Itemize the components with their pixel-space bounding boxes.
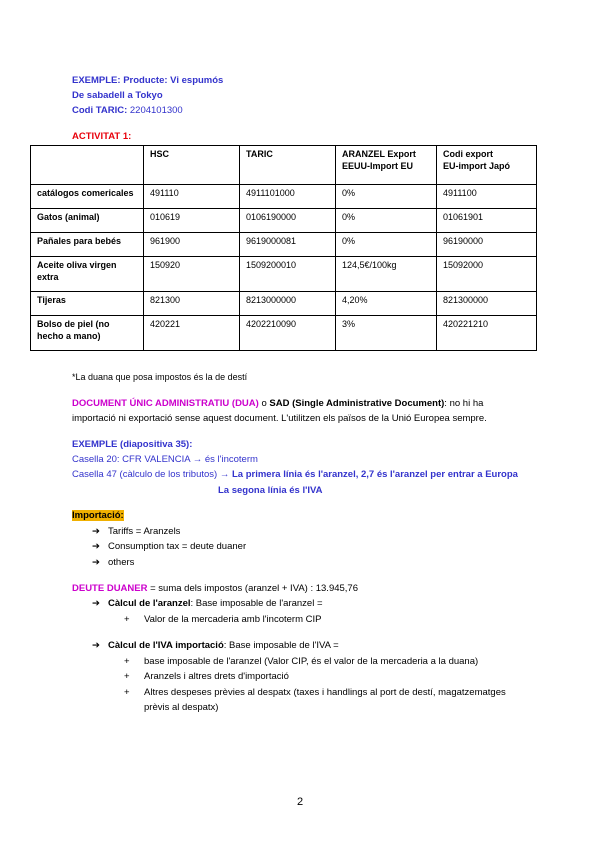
iva-calc <box>92 639 339 652</box>
taric-code-label: Codi TARIC: <box>72 105 128 116</box>
aranzel-cell: 4,20% <box>336 292 437 316</box>
arrow-right-icon: ➔ <box>92 541 100 552</box>
hsc-cell: 821300 <box>144 292 240 316</box>
export-code-cell: 96190000 <box>437 233 537 257</box>
aranzel-calc <box>92 597 323 610</box>
product-cell: Gatos (animal) <box>31 209 144 233</box>
hsc-cell: 961900 <box>144 233 240 257</box>
table-row <box>31 209 537 233</box>
sub-list-item-continued: prèvis al despatx) <box>144 702 219 713</box>
list-item-text: Consumption tax = deute duaner <box>108 541 247 552</box>
activity-title: ACTIVITAT 1: <box>72 131 132 142</box>
export-code-cell: 821300000 <box>437 292 537 316</box>
page-number: 2 <box>296 796 304 808</box>
example-taric-code <box>72 104 183 117</box>
product-cell: Tijeras <box>31 292 144 316</box>
aranzel-calc-label: Càlcul de l'aranzel <box>108 598 191 609</box>
importacio-title <box>72 509 124 522</box>
aranzel-cell: 0% <box>336 233 437 257</box>
sub-list-item <box>124 670 289 683</box>
export-code-cell: 15092000 <box>437 257 537 292</box>
iva-calc-text: : Base imposable de l'IVA = <box>223 640 339 651</box>
product-cell: Bolso de piel (no hecho a mano) <box>31 316 144 351</box>
aranzel-cell: 0% <box>336 209 437 233</box>
table-row <box>31 292 537 316</box>
list-item <box>92 540 246 553</box>
arrow-right-icon: ➔ <box>92 640 100 651</box>
sub-list-item <box>124 686 506 699</box>
table-row <box>31 257 537 292</box>
taric-code-value: 2204101300 <box>127 105 183 116</box>
dua-title: DOCUMENT ÚNIC ADMINISTRATIU (DUA) <box>72 398 259 409</box>
casella20: Casella 20: CFR VALENCIA → és l'incoterm <box>72 454 258 465</box>
hsc-cell: 420221 <box>144 316 240 351</box>
deute-duaner <box>72 582 358 595</box>
list-item <box>92 525 180 538</box>
plus-bullet-icon: + <box>124 671 130 682</box>
table-row <box>31 185 537 209</box>
plus-bullet-icon: + <box>124 614 130 625</box>
example2-title: EXEMPLE (diapositiva 35): <box>72 439 193 450</box>
plus-bullet-icon: + <box>124 656 130 667</box>
sub-list-item <box>124 655 478 668</box>
dua-paragraph-line2: importació ni exportació sense aquest document. L'utilitzen els països de la Unió Europea sempre. <box>72 413 487 424</box>
aranzel-cell: 3% <box>336 316 437 351</box>
casella47-label: Casella 47 (càlculo de los tributos) <box>72 469 220 480</box>
example-route: De sabadell a Tokyo <box>72 90 163 101</box>
dua-paragraph <box>72 397 483 410</box>
taric-cell: 4911101000 <box>240 185 336 209</box>
header-cell: ARANZEL Export EEUU-Import EU <box>336 146 437 185</box>
sub-list-item-text: Aranzels i altres drets d'importació <box>144 671 289 682</box>
aranzel-calc-text: : Base imposable de l'aranzel = <box>190 598 323 609</box>
product-cell: Aceite oliva virgen extra <box>31 257 144 292</box>
example-product: EXEMPLE: Producte: Vi espumós <box>72 75 224 86</box>
customs-note: *La duana que posa impostos és la de destí <box>72 372 248 382</box>
header-cell: Codi export EU-import Japó <box>437 146 537 185</box>
arrow-right-icon: ➔ <box>92 598 100 609</box>
taric-table <box>30 145 537 351</box>
table-row <box>31 316 537 351</box>
sub-list-item <box>124 613 321 626</box>
arrow-right-icon: ➔ <box>92 526 100 537</box>
product-cell: Pañales para bebés <box>31 233 144 257</box>
dua-connector: o <box>258 398 270 409</box>
deute-text: = suma dels impostos (aranzel + IVA) : 13.945,76 <box>147 583 359 594</box>
casella47 <box>72 468 518 481</box>
export-code-cell: 420221210 <box>437 316 537 351</box>
dua-text: : no hi ha <box>444 398 484 409</box>
taric-cell: 4202210090 <box>240 316 336 351</box>
sub-list-item-text: Altres despeses prèvies al despatx (taxes i handlings al port de destí, magatzematges <box>144 687 506 698</box>
product-cell: catálogos comericales <box>31 185 144 209</box>
taric-cell: 0106190000 <box>240 209 336 233</box>
sad-term: SAD (Single Administrative Document) <box>269 398 445 409</box>
hsc-cell: 010619 <box>144 209 240 233</box>
casella47-line2: La segona línia és l'IVA <box>218 485 323 496</box>
plus-bullet-icon: + <box>124 687 130 698</box>
casella47-text: → La primera línia és l'aranzel, 2,7 és l'aranzel per entrar a Europa <box>219 469 518 480</box>
table-header-row <box>31 146 537 185</box>
taric-cell: 9619000081 <box>240 233 336 257</box>
header-cell <box>31 146 144 185</box>
sub-list-item-text: Valor de la mercaderia amb l'incoterm CIP <box>144 614 322 625</box>
iva-calc-label: Càlcul de l'IVA importació <box>108 640 224 651</box>
header-cell: HSC <box>144 146 240 185</box>
list-item-text: others <box>108 557 135 568</box>
deute-label: DEUTE DUANER <box>72 583 148 594</box>
aranzel-cell: 124,5€/100kg <box>336 257 437 292</box>
export-code-cell: 4911100 <box>437 185 537 209</box>
list-item-text: Tariffs = Aranzels <box>108 526 181 537</box>
hsc-cell: 150920 <box>144 257 240 292</box>
table-row <box>31 233 537 257</box>
header-cell: TARIC <box>240 146 336 185</box>
importacio-highlight: Importació: <box>72 510 124 521</box>
sub-list-item-text: base imposable de l'aranzel (Valor CIP, és el valor de la mercaderia a la duana) <box>144 656 479 667</box>
arrow-right-icon: ➔ <box>92 557 100 568</box>
aranzel-cell: 0% <box>336 185 437 209</box>
taric-cell: 8213000000 <box>240 292 336 316</box>
taric-cell: 1509200010 <box>240 257 336 292</box>
hsc-cell: 491110 <box>144 185 240 209</box>
list-item <box>92 556 134 569</box>
export-code-cell: 01061901 <box>437 209 537 233</box>
